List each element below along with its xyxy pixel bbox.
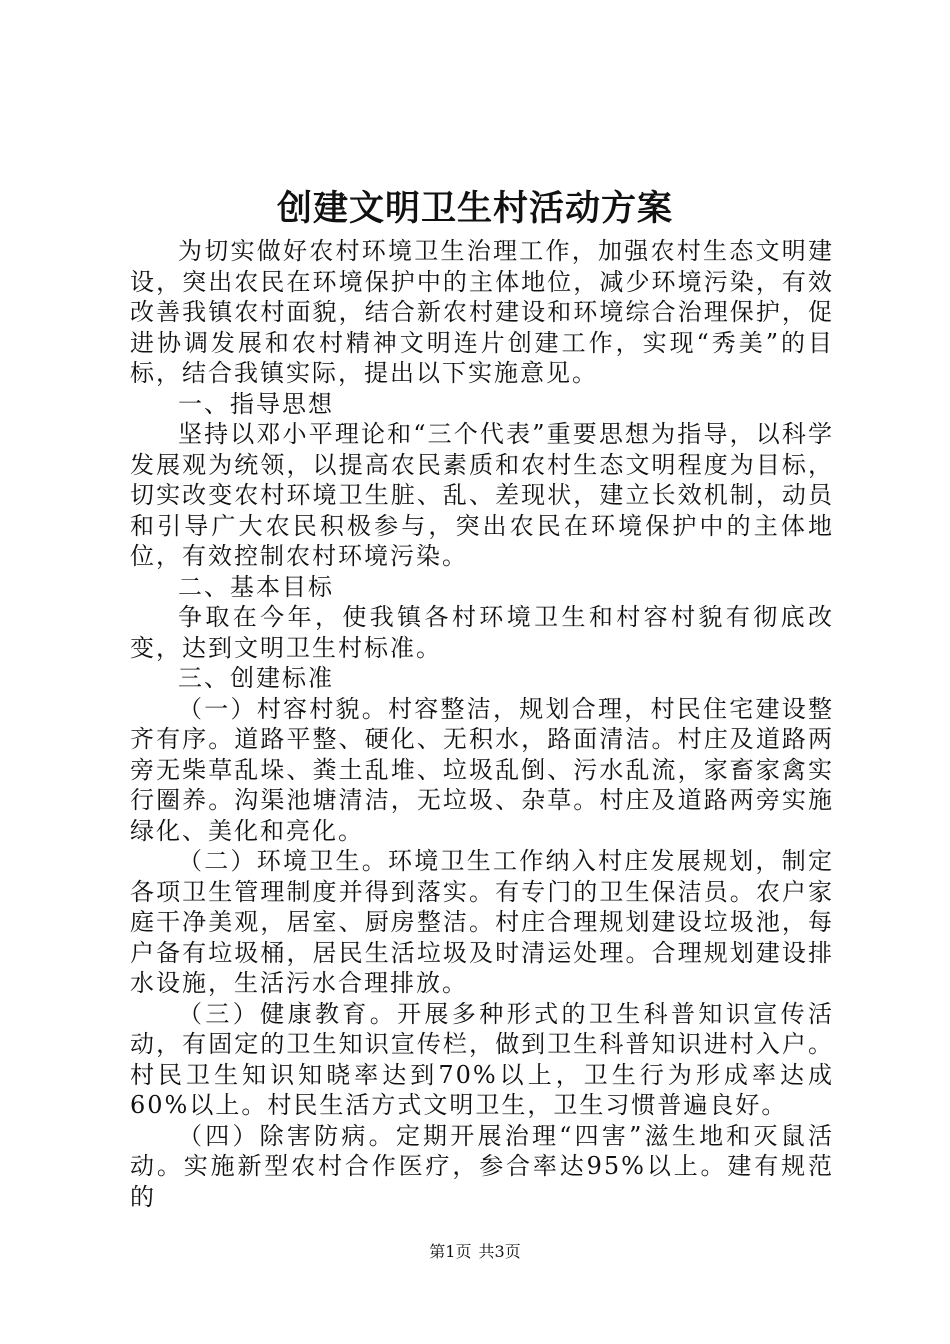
section-heading-standards: 三、创建标准 (178, 664, 334, 692)
paragraph-basic-goal: 争取在今年，使我镇各村环境卫生和村容村貌有彻底改变，达到文明卫生村标准。 (130, 603, 834, 662)
page-footer (0, 1242, 950, 1262)
paragraph-village-appearance: （一）村容村貌。村容整洁，规划合理，村民住宅建设整齐有序。道路平整、硬化、无积水，路面清洁。村庄及道路两旁无柴草乱垛、粪土乱堆、垃圾乱倒、污水乱流，家畜家禽实行圈养。沟渠池塘清洁，无垃圾、杂草。村庄及道路两旁实施绿化、美化和亮化。 (130, 694, 834, 845)
section-heading-basic-goal: 二、基本目标 (178, 572, 334, 601)
paragraph-guiding-thought: 坚持以邓小平理论和“三个代表”重要思想为指导，以科学发展观为统领，以提高农民素质和农村生态文明程度为目标，切实改变农村环境卫生脏、乱、差现状，建立长效机制，动员和引导广大农民积极参与，突出农民在环境保护中的主体地位，有效控制农村环境污染。 (130, 420, 834, 570)
document-title: 创建文明卫生村活动方案 (276, 188, 673, 229)
paragraph-environmental-hygiene: （二）环境卫生。环境卫生工作纳入村庄发展规划，制定各项卫生管理制度并得到落实。有专门的卫生保洁员。农户家庭干净美观，居室、厨房整洁。村庄合理规划建设垃圾池，每户备有垃圾桶，居民生活垃圾及时清运处理。合理规划建设排水设施，生活污水合理排放。 (130, 847, 834, 997)
paragraph-health-education: （三）健康教育。开展多种形式的卫生科普知识宣传活动，有固定的卫生知识宣传栏，做到卫生科普知识进村入户。村民卫生知识知晓率达到70%以上，卫生行为形成率达成60%以上。村民生活方式文明卫生，卫生习惯普遍良好。 (130, 999, 834, 1119)
page-number: 第1页 (429, 1242, 472, 1261)
paragraph-pest-disease-control: （四）除害防病。定期开展治理“四害”滋生地和灭鼠活动。实施新型农村合作医疗，参合率达95%以上。建有规范的 (130, 1121, 834, 1211)
page-total: 共3页 (478, 1242, 521, 1261)
document-body (130, 236, 834, 1212)
paragraph-intro: 为切实做好农村环境卫生治理工作，加强农村生态文明建设，突出农民在环境保护中的主体地位，减少环境污染，有效改善我镇农村面貌，结合新农村建设和环境综合治理保护，促进协调发展和农村精神文明连片创建工作，实现“秀美”的目标，结合我镇实际，提出以下实施意见。 (130, 237, 834, 387)
section-heading-guiding-thought: 一、指导思想 (178, 389, 334, 418)
